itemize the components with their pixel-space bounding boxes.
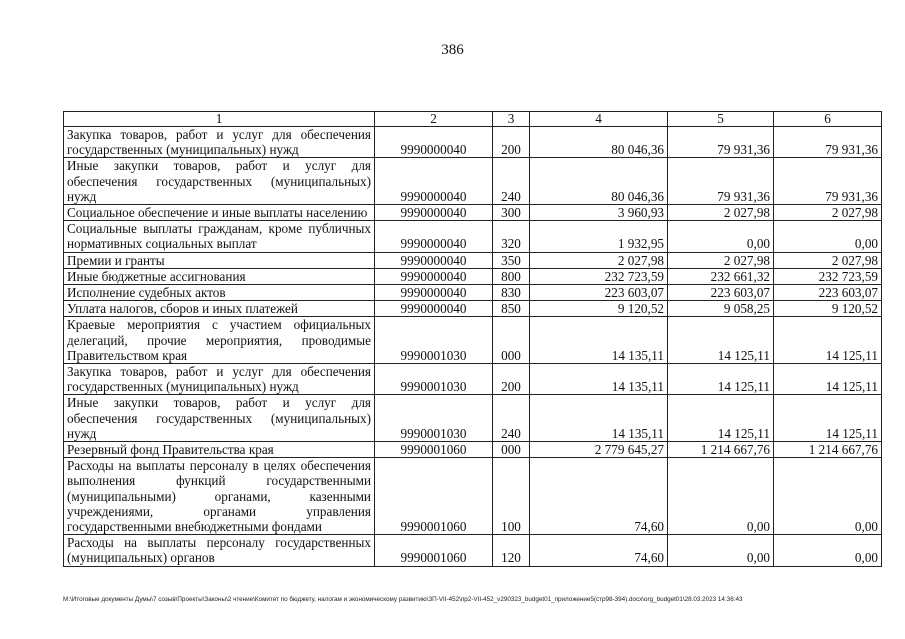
row-expense-type: 350: [493, 252, 530, 268]
row-amount-col5: 223 603,07: [668, 285, 774, 301]
row-expense-type: 320: [493, 221, 530, 252]
row-amount-col5: 14 125,11: [668, 364, 774, 395]
table-header-row: [64, 112, 882, 127]
row-name: Расходы на выплаты персоналу государственных (муниципальных) органов: [64, 535, 375, 566]
row-name: Краевые мероприятия с участием официальных делегаций, прочие мероприятия, проводимые Правительством края: [64, 317, 375, 364]
table-row: [64, 158, 882, 205]
row-amount-col4: 9 120,52: [530, 301, 668, 317]
table-row: [64, 364, 882, 395]
row-amount-col4: 223 603,07: [530, 285, 668, 301]
row-expense-type: 200: [493, 127, 530, 158]
row-expense-type: 800: [493, 268, 530, 284]
row-expense-type: 830: [493, 285, 530, 301]
row-amount-col6: 2 027,98: [774, 205, 882, 221]
row-target-code: 9990000040: [375, 127, 493, 158]
footer-file-path: M:\Итоговые документы Думы\7 созыв\Проекты\Законы\2 чтение\Комитет по бюджету, налогам и экономическому развитию\ЗП-VII-452\пр2-VII-452_v290323_budget01_приложение5(стр98-394).docx\org_budget01\28.03.2023 14:36:43: [63, 596, 743, 603]
row-expense-type: 000: [493, 317, 530, 364]
row-target-code: 9990000040: [375, 301, 493, 317]
row-expense-type: 100: [493, 458, 530, 535]
column-header-5: 5: [668, 112, 774, 127]
row-name: Социальные выплаты гражданам, кроме публичных нормативных социальных выплат: [64, 221, 375, 252]
row-target-code: 9990000040: [375, 205, 493, 221]
row-expense-type: 000: [493, 442, 530, 458]
row-expense-type: 200: [493, 364, 530, 395]
row-amount-col5: 0,00: [668, 535, 774, 566]
row-amount-col6: 14 125,11: [774, 395, 882, 442]
row-amount-col6: 14 125,11: [774, 317, 882, 364]
row-amount-col6: 0,00: [774, 221, 882, 252]
row-target-code: 9990001030: [375, 395, 493, 442]
row-expense-type: 240: [493, 395, 530, 442]
row-amount-col5: 2 027,98: [668, 205, 774, 221]
row-amount-col5: 2 027,98: [668, 252, 774, 268]
row-amount-col6: 223 603,07: [774, 285, 882, 301]
row-name: Резервный фонд Правительства края: [64, 442, 375, 458]
row-amount-col4: 3 960,93: [530, 205, 668, 221]
row-amount-col6: 0,00: [774, 535, 882, 566]
row-amount-col4: 14 135,11: [530, 317, 668, 364]
row-amount-col4: 74,60: [530, 535, 668, 566]
row-target-code: 9990001030: [375, 317, 493, 364]
row-amount-col6: 2 027,98: [774, 252, 882, 268]
row-target-code: 9990000040: [375, 158, 493, 205]
column-header-2: 2: [375, 112, 493, 127]
table-row: [64, 317, 882, 364]
row-name: Уплата налогов, сборов и иных платежей: [64, 301, 375, 317]
row-target-code: 9990001030: [375, 364, 493, 395]
row-name: Исполнение судебных актов: [64, 285, 375, 301]
table-row: [64, 252, 882, 268]
row-amount-col5: 14 125,11: [668, 395, 774, 442]
table-row: [64, 458, 882, 535]
row-name: Иные закупки товаров, работ и услуг для обеспечения государственных (муниципальных) нужд: [64, 395, 375, 442]
table-row: [64, 285, 882, 301]
row-expense-type: 240: [493, 158, 530, 205]
row-amount-col4: 14 135,11: [530, 395, 668, 442]
row-name: Социальное обеспечение и иные выплаты населению: [64, 205, 375, 221]
row-amount-col5: 1 214 667,76: [668, 442, 774, 458]
row-target-code: 9990000040: [375, 285, 493, 301]
row-expense-type: 120: [493, 535, 530, 566]
column-header-3: 3: [493, 112, 530, 127]
table-row: [64, 127, 882, 158]
row-amount-col6: 79 931,36: [774, 158, 882, 205]
row-amount-col6: 232 723,59: [774, 268, 882, 284]
column-header-4: 4: [530, 112, 668, 127]
row-amount-col4: 1 932,95: [530, 221, 668, 252]
row-amount-col4: 80 046,36: [530, 127, 668, 158]
row-amount-col5: 0,00: [668, 458, 774, 535]
row-expense-type: 850: [493, 301, 530, 317]
row-amount-col5: 9 058,25: [668, 301, 774, 317]
row-name: Иные закупки товаров, работ и услуг для обеспечения государственных (муниципальных) нужд: [64, 158, 375, 205]
table-row: [64, 268, 882, 284]
row-target-code: 9990000040: [375, 268, 493, 284]
row-target-code: 9990001060: [375, 442, 493, 458]
row-expense-type: 300: [493, 205, 530, 221]
table-row: [64, 301, 882, 317]
row-amount-col5: 0,00: [668, 221, 774, 252]
row-name: Расходы на выплаты персоналу в целях обеспечения выполнения функций государственными (муниципальными) органами, казенными учреждениями, органами управления государственными внебюджетными фондами: [64, 458, 375, 535]
row-amount-col5: 79 931,36: [668, 127, 774, 158]
row-amount-col6: 14 125,11: [774, 364, 882, 395]
budget-table: [63, 111, 882, 567]
row-amount-col4: 2 779 645,27: [530, 442, 668, 458]
row-amount-col5: 14 125,11: [668, 317, 774, 364]
table-row: [64, 395, 882, 442]
row-amount-col4: 14 135,11: [530, 364, 668, 395]
table-row: [64, 221, 882, 252]
row-name: Закупка товаров, работ и услуг для обеспечения государственных (муниципальных) нужд: [64, 364, 375, 395]
row-amount-col4: 2 027,98: [530, 252, 668, 268]
row-amount-col6: 79 931,36: [774, 127, 882, 158]
row-name: Закупка товаров, работ и услуг для обеспечения государственных (муниципальных) нужд: [64, 127, 375, 158]
row-target-code: 9990000040: [375, 252, 493, 268]
row-target-code: 9990001060: [375, 535, 493, 566]
table-body: [64, 127, 882, 567]
table-row: [64, 535, 882, 566]
row-name: Премии и гранты: [64, 252, 375, 268]
page-number: 386: [441, 42, 464, 58]
row-amount-col6: 0,00: [774, 458, 882, 535]
row-target-code: 9990000040: [375, 221, 493, 252]
row-amount-col6: 1 214 667,76: [774, 442, 882, 458]
row-amount-col5: 232 661,32: [668, 268, 774, 284]
table-row: [64, 442, 882, 458]
column-header-6: 6: [774, 112, 882, 127]
row-amount-col4: 80 046,36: [530, 158, 668, 205]
table-row: [64, 205, 882, 221]
row-amount-col4: 232 723,59: [530, 268, 668, 284]
column-header-1: 1: [64, 112, 375, 127]
row-amount-col5: 79 931,36: [668, 158, 774, 205]
row-target-code: 9990001060: [375, 458, 493, 535]
row-name: Иные бюджетные ассигнования: [64, 268, 375, 284]
row-amount-col4: 74,60: [530, 458, 668, 535]
row-amount-col6: 9 120,52: [774, 301, 882, 317]
